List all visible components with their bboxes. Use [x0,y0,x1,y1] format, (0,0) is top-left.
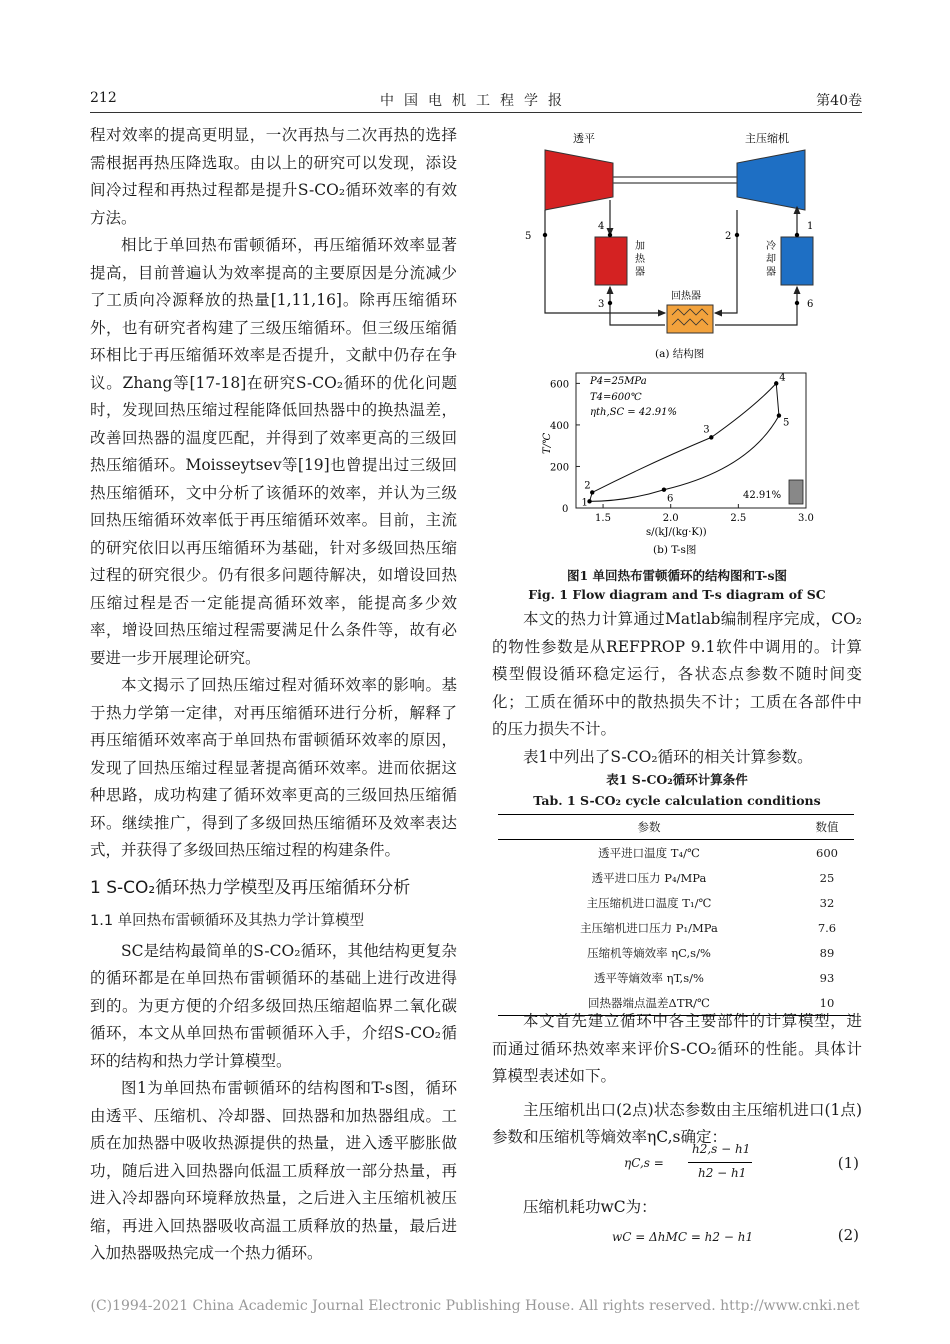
x-tick-label: 1.5 [595,513,611,524]
flow-line [715,210,737,313]
state-point [543,233,547,237]
flow-diagram [515,125,845,365]
eq-number: (1) [837,1154,859,1172]
ts-chart [528,368,828,560]
cooler-label: 却 [766,254,776,265]
table-cell: 主压缩机进口温度 T₁/℃ [586,895,712,910]
eq-numerator: h2,s − h1 [692,1142,751,1156]
table-cell: 透平进口压力 P₄/MPa [591,870,707,885]
paragraph: 主压缩机出口(2点)状态参数由主压缩机进口(1点)参数和压缩机等熵效率ηC,s确定： [492,1100,862,1146]
subsection-heading: 1.1 单回热布雷顿循环及其热力学计算模型 [90,913,365,929]
table-cell: 透平进口温度 T₄/℃ [598,845,700,860]
table-cell: 93 [819,970,835,985]
heater-shape [595,237,627,285]
eq-denominator: h2 − h1 [698,1166,747,1180]
table-row [498,965,854,990]
paragraph: 相比于单回热布雷顿循环，再压缩循环效率显著提高，目前普遍认为效率提高的主要原因是分流减少了工质向冷源释放的热量[1,11,16]。除再压缩循环外，也有研究者构建了三级压缩循环。但三级压缩循环相比于再压缩循环效率是否提升，文献中仍存在争议。Zhang等[17-18]在研究S-CO₂循环的优化问题时，发现回热压缩过程能降低回热器中的换热温差，改善回热器的温度匹配，并得到了效率更高的三级回热压缩循环。Moisseytsev等[19]也曾提出过三级回热压缩循环，文中分析了该循环的效率，并认为三级回热压缩循环效率低于再压缩循环效率。目前，主流的研究依旧以再压缩循环为基础，针对多级回热压缩过程的研究很少。仍有很多问题待解决，如增设回热压缩过程是否一定能提高循环效率，能提高多少效率，增设回热压缩过程需要满足什么条件等，故有必要进一步开展理论研究。 [90,236,457,667]
y-tick-label: 200 [550,462,570,474]
turbine-shape [545,150,613,210]
figure-caption-en: Fig. 1 Flow diagram and T-s diagram of SC [528,587,826,602]
cooler-label: 器 [766,267,776,278]
x-tick-label: 2.5 [730,513,747,524]
regenerator-label: 回热器 [671,291,701,302]
table-cell: 回热器端点温差ΔTR/℃ [498,990,800,1016]
header-rule [90,112,862,113]
table-row [498,915,854,940]
right-column-top [492,606,862,771]
section-heading: 1 S-CO₂循环热力学模型及再压缩循环分析 [90,877,411,898]
table-cell: 透平等熵效率 ηT,s/% [594,970,704,985]
fraction-bar [688,1162,752,1163]
eq-number: (2) [837,1226,859,1244]
subfig-a-caption: (a) 结构图 [655,348,705,360]
table-row [498,890,854,915]
left-column [90,122,457,1268]
eq-lhs: ηC,s = [624,1156,664,1170]
point-label: 3 [598,299,605,310]
bar-label: 42.91% [743,490,782,501]
state-point-label: 2 [584,480,591,492]
point-label: 4 [598,221,605,232]
y-tick-label: 400 [550,420,570,432]
state-point-label: 4 [779,372,786,384]
table-row [498,865,854,890]
table-caption-en: Tab. 1 S-CO₂ cycle calculation conditions [533,793,821,808]
volume-label: 第40卷 [816,93,862,109]
cooler-shape [781,237,813,285]
y-tick-label: 600 [550,379,570,391]
table-header: 数值 [800,815,854,840]
table-cell: 10 [800,990,854,1016]
table-header: 参数 [498,815,800,840]
table-cell: 600 [816,845,838,860]
table-cell: 89 [819,945,835,960]
table-cell: 7.6 [817,920,837,935]
turbine-label: 透平 [573,132,595,145]
subfig-b-caption: (b) T-s图 [653,544,697,556]
table-caption-cn: 表1 S-CO₂循环计算条件 [606,772,748,787]
paragraph: 图1为单回热布雷顿循环的结构图和T-s图，循环由透平、压缩机、冷却器、回热器和加热器组成。工质在加热器中吸收热源提供的热量，进入透平膨胀做功，随后进入回热器向低温工质释放一部分热量，再进入冷却器向环境释放热量，之后进入主压缩机被压缩，再进入回热器吸收高温工质释放的热量，最后进入加热器吸热完成一个热力循环。 [90,1079,457,1262]
state-point [795,233,799,237]
figure-caption-cn: 图1 单回热布雷顿循环的结构图和T-s图 [566,568,787,583]
chart-anno: T4=600℃ [590,392,642,403]
x-axis-label: s/(kJ/(kg·K)) [646,527,707,538]
equation-2 [492,1226,862,1250]
x-tick-label: 3.0 [798,513,814,524]
right-column-bottom [492,1008,862,1152]
state-point-label: 6 [666,493,674,505]
parameter-table [498,814,854,1016]
table-cell: 25 [819,870,835,885]
state-point [795,301,799,305]
state-point-label: 3 [703,424,710,436]
right-column-eq-intro [492,1194,862,1222]
state-point-marker [662,488,666,492]
paragraph: 本文的热力计算通过Matlab编制程序完成，CO₂的物性参数是从REFPROP 9.1软件中调用的。计算模型假设循环稳定运行，各状态点参数不随时间变化；工质在循环中的散热损失不计；工质在各部件中的压力损失不计。 [492,610,862,738]
heater-label: 加 [635,241,645,252]
page-number: 212 [90,90,117,106]
paragraph: 表1中列出了S-CO₂循环的相关计算参数。 [523,747,813,766]
cooler-label: 冷 [766,241,776,252]
state-point-marker [709,435,713,439]
state-point [735,233,739,237]
state-point-marker [777,413,781,417]
state-point-label: 5 [782,417,790,429]
heater-label: 器 [635,267,645,278]
state-point-marker [774,381,778,385]
point-label: 1 [807,221,814,232]
paragraph: 本文揭示了回热压缩过程对循环效率的影响。基于热力学第一定律，对再压缩循环进行分析，解释了再压缩循环效率高于单回热布雷顿循环效率的原因，发现了回热压缩过程显著提高循环效率。进而依据这种思路，成功构建了循环效率更高的三级回热压缩循环。继续推广，得到了多级回热压缩循环及效率表达式，并获得了多级回热压缩过程的构建条件。 [90,676,457,859]
paragraph: 压缩机耗功wC为： [523,1198,657,1216]
point-label: 2 [725,231,732,242]
chart-anno: P4=25MPa [590,376,647,387]
copyright-footer: (C)1994-2021 China Academic Journal Electronic Publishing House. All rights reserved. http://www.cnki.net [90,1298,860,1314]
flow-line [610,287,665,325]
paragraph: SC是结构最简单的S-CO₂循环，其他结构更复杂的循环都是在单回热布雷顿循环的基础上进行改进得到的。为更方便的介绍多级回热压缩超临界二氧化碳循环，本文从单回热布雷顿循环入手，介绍S-CO₂循环的结构和热力学计算模型。 [90,941,457,1070]
table-cell: 压缩机等熵效率 ηC,s/% [587,945,711,960]
paragraph: 程对效率的提高更明显，一次再热与二次再热的选择需根据再热压降选取。由以上的研究可以发现，添设间冷过程和再热过程都是提升S-CO₂循环效率的有效方法。 [90,126,457,227]
journal-name: 中国电机工程学报 [380,93,572,109]
point-label: 5 [525,231,532,242]
x-tick-label: 2.0 [662,513,679,524]
state-point [608,233,612,237]
heater-label: 热 [635,254,645,265]
table-cell: 主压缩机进口压力 P₁/MPa [580,920,718,935]
equation-1 [492,1142,862,1186]
table-row [498,840,854,866]
page-header [90,90,862,112]
state-point-marker [590,490,594,494]
state-point [608,301,612,305]
compressor-label: 主压缩机 [745,132,789,145]
table-header-row [498,815,854,840]
state-point-label: 1 [581,497,588,509]
table-cell: 32 [819,895,835,910]
compressor-shape [737,150,805,210]
y-axis-label: T/℃ [542,432,553,454]
efficiency-bar [789,480,803,504]
chart-anno: ηth,SC = 42.91% [590,407,677,418]
eq-body: wC = ΔhMC = h2 − h1 [612,1230,754,1244]
state-point-marker [587,499,591,503]
flow-line [715,287,797,325]
point-label: 6 [807,299,814,310]
paragraph: 本文首先建立循环中各主要部件的计算模型，进而通过循环热效率来评价S-CO₂循环的性能。具体计算模型表述如下。 [492,1012,862,1085]
table-row [498,940,854,965]
y-tick-label: 0 [562,504,569,515]
